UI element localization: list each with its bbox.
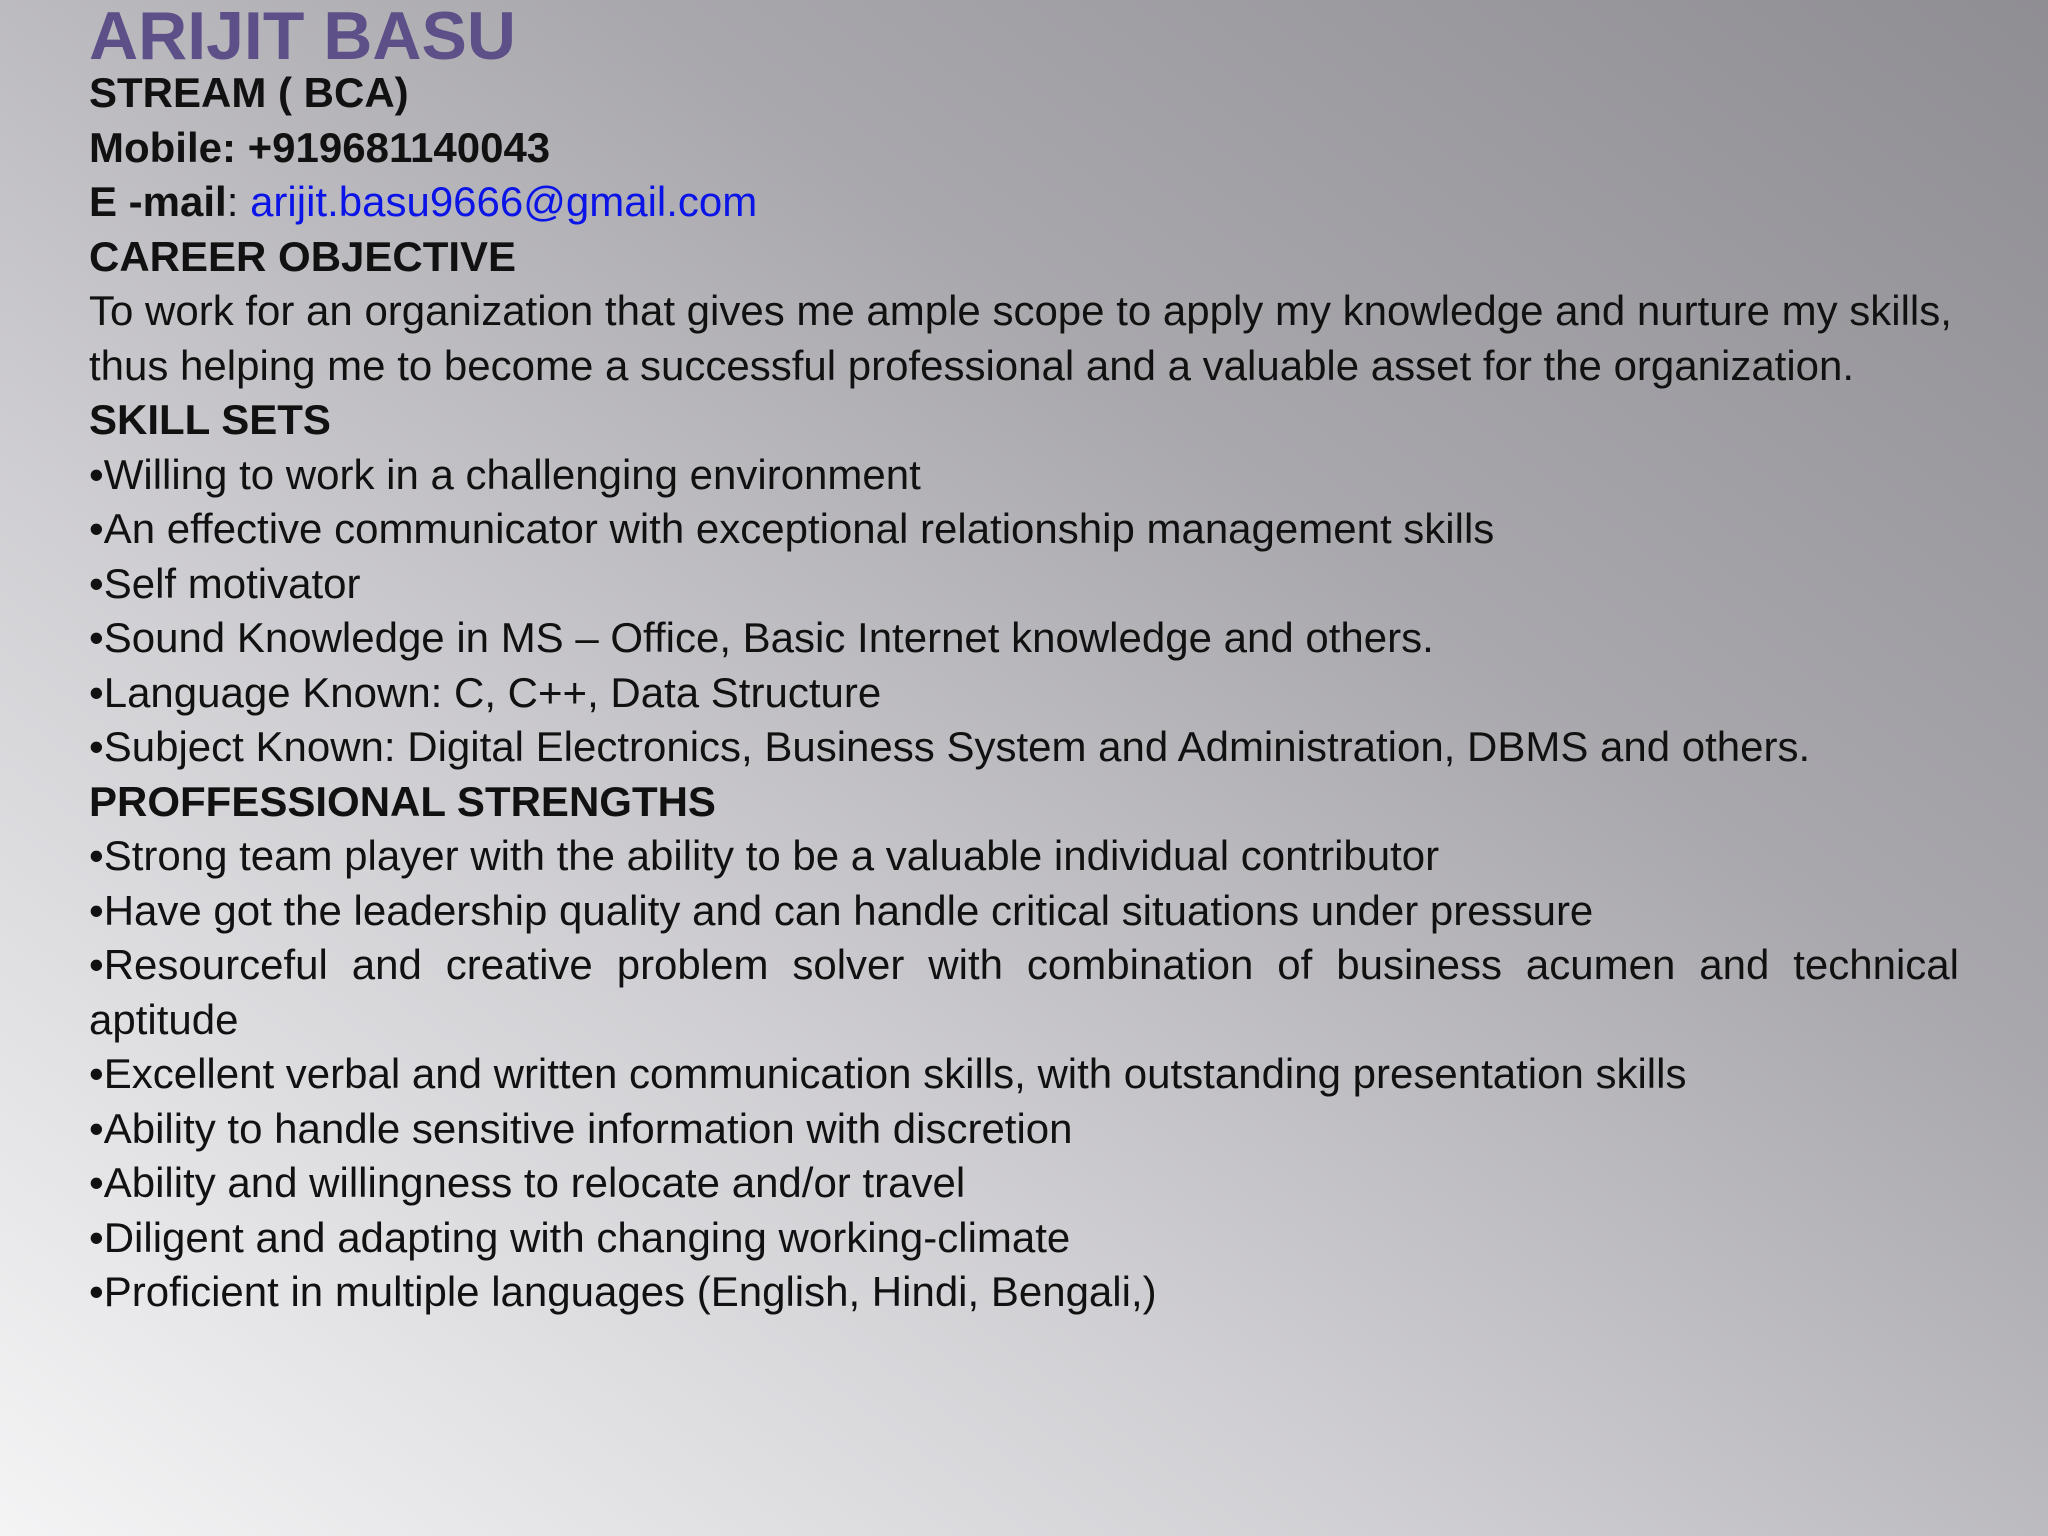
skill-item [89,720,1959,775]
bullet-icon: • [89,450,104,498]
strength-item [89,829,1959,884]
bullet-icon: • [89,723,104,770]
skill-item-text: Self motivator [103,559,361,607]
skill-item [89,557,1959,612]
bullet-icon: • [89,1050,104,1097]
bullet-icon: • [89,1268,104,1315]
bullet-icon: • [89,614,104,661]
bullet-icon: • [89,668,104,716]
bullet-icon: • [89,1159,104,1206]
bullet-icon: • [89,559,104,607]
skill-item-text: Language Known: C, C++, Data Structure [103,668,882,716]
skill-item [89,448,1959,503]
professional-strengths-list [89,829,1959,1320]
strength-item [89,1265,1959,1320]
strength-item-text: Excellent verbal and written communication skills, with outstanding presentation skills [103,1050,1687,1097]
strength-item [89,1047,1959,1102]
mobile-line: Mobile: +919681140043 [89,123,551,171]
skill-item [89,502,1959,557]
strength-item-text: Ability and willingness to relocate and/or travel [103,1159,966,1206]
skill-item [89,666,1959,721]
strength-item-text: Proficient in multiple languages (English, Hindi, Bengali,) [103,1268,1157,1315]
skill-item-text: Willing to work in a challenging environment [103,450,921,498]
skill-item-text: Sound Knowledge in MS – Office, Basic Internet knowledge and others. [103,614,1434,661]
bullet-icon: • [89,832,104,879]
bullet-icon: • [89,941,104,988]
skill-item [89,611,1959,666]
strength-item [89,1211,1959,1266]
bullet-icon: • [89,886,104,934]
bullet-icon: • [89,1213,104,1261]
email-link[interactable]: arijit.basu9666@gmail.com [250,178,758,225]
strength-item-text: Resourceful and creative problem solver with combination of business acumen and technical aptitude [89,941,1959,1043]
career-objective-paragraph-2: thus helping me to become a successful professional and a valuable asset for the organization. [89,341,1855,389]
candidate-name: ARIJIT BASU [89,0,516,74]
bullet-icon: • [89,505,104,552]
career-objective-heading: CAREER OBJECTIVE [89,232,517,280]
strength-item [89,1102,1959,1157]
strength-item [89,884,1959,939]
skill-item-text: Subject Known: Digital Electronics, Business System and Administration, DBMS and others. [103,723,1811,770]
strength-item-text: Strong team player with the ability to be a valuable individual contributor [103,832,1440,879]
skill-sets-list [89,448,1959,775]
career-objective-paragraph-1: To work for an organization that gives me ample scope to apply my knowledge and nurture my skills, [89,287,1952,334]
bullet-icon: • [89,1104,104,1152]
professional-strengths-heading: PROFFESSIONAL STRENGTHS [89,777,716,825]
skill-item-text: An effective communicator with exceptional relationship management skills [103,505,1495,552]
resume-slide [89,0,1959,1320]
strength-item-text: Diligent and adapting with changing working-climate [103,1213,1071,1261]
email-label: E -mail [89,178,227,225]
email-line [89,175,1959,230]
strength-item-text: Have got the leadership quality and can handle critical situations under pressure [103,886,1594,934]
strength-item [89,938,1959,1047]
skill-sets-heading: SKILL SETS [89,396,331,443]
stream-line: STREAM ( BCA) [89,69,409,116]
strength-item [89,1156,1959,1211]
strength-item-text: Ability to handle sensitive information with discretion [103,1104,1073,1152]
email-separator: : [226,178,251,225]
